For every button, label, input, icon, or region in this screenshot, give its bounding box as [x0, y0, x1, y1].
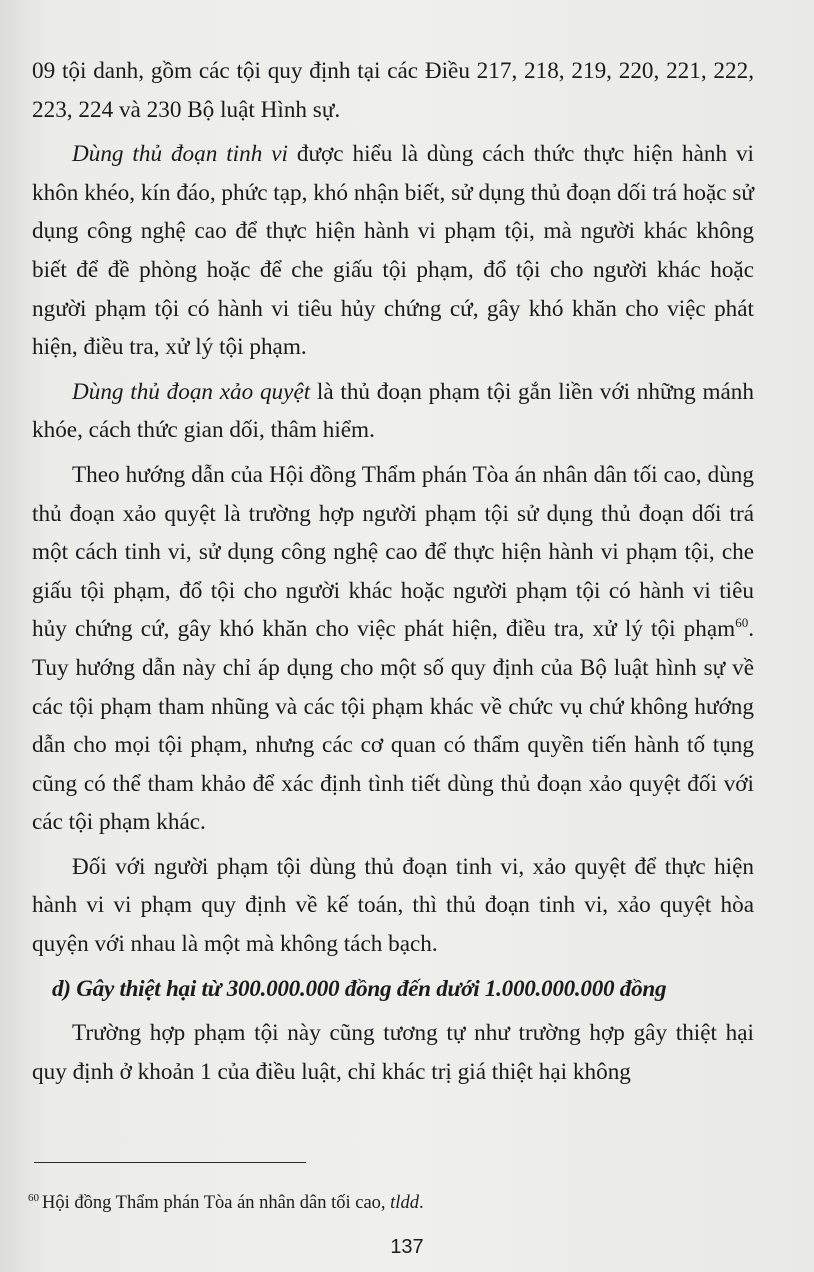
text-run: là thủ đoạn phạm tội gắn liền với những mánh khóe, cách thức gian dối, thâm hiểm.: [32, 378, 754, 444]
footnote-number: 60: [28, 1192, 39, 1204]
paragraph-after-heading: Trường hợp phạm tội này cũng tương tự như trường hợp gây thiệt hại quy định ở khoản 1 của điều luật, chỉ khác trị giá thiệt hại không: [32, 1020, 754, 1085]
paragraph-tinh-vi-definition: [32, 135, 754, 367]
footnote-italic: tldd: [390, 1193, 419, 1213]
paragraph-xao-quyet-definition: [32, 373, 754, 450]
text-run: Theo hướng dẫn của Hội đồng Thẩm phán Tòa án nhân dân tối cao, dùng thủ đoạn xảo quyệt là trường hợp người phạm tội sử dụng thủ đoạn dối trá một cách tinh vi, sử dụng công nghệ cao để thực hiện hành vi phạm tội, che giấu tội phạm, đổ tội cho người khác hoặc người phạm tội có hành vi tiêu hủy chứng cứ, gây khó khăn cho việc phát hiện, điều tra, xử lý tội phạm: [32, 461, 754, 643]
footnote: [28, 1186, 728, 1215]
paragraph-guidance: [32, 456, 754, 842]
text-run: . Tuy hướng dẫn này chỉ áp dụng cho một số quy định của Bộ luật hình sự về các tội phạm tham nhũng và các tội phạm khác về chức vụ chứ không hướng dẫn cho mọi tội phạm, nhưng các cơ quan có thẩm quyền tiến hành tố tụng cũng có thể tham khảo để xác định tình tiết dùng thủ đoạn xảo quyệt đối với các tội phạm khác.: [32, 616, 754, 836]
italic-term: Dùng thủ đoạn tinh vi: [72, 141, 288, 168]
text-run: Đối với người phạm tội dùng thủ đoạn tinh vi, xảo quyệt để thực hiện hành vi vi phạm quy định về kế toán, thì thủ đoạn tinh vi, xảo quyệt hòa quyện với nhau là một mà không tách bạch.: [32, 853, 754, 958]
page-number: 137: [390, 1236, 424, 1258]
footnote-reference: 60: [735, 615, 749, 631]
paragraph-accounting: [32, 848, 754, 964]
footnote-text: Hội đồng Thẩm phán Tòa án nhân dân tối cao,: [42, 1193, 391, 1213]
text-run: 09 tội danh, gồm các tội quy định tại các Điều 217, 218, 219, 220, 221, 222, 223, 224 và 230 Bộ luật Hình sự.: [32, 58, 754, 123]
body-text: [32, 52, 754, 1097]
italic-term: Dùng thủ đoạn xảo quyệt: [72, 378, 311, 405]
paragraph-continuation: [32, 52, 754, 129]
footnote-end: .: [418, 1193, 424, 1213]
section-heading: d) Gây thiệt hại từ 300.000.000 đồng đến dưới 1.000.000.000 đồng: [52, 975, 667, 1002]
text-run: được hiểu là dùng cách thức thực hiện hành vi khôn khéo, kín đáo, phức tạp, khó nhận biết, sử dụng thủ đoạn dối trá hoặc sử dụng công nghệ cao để thực hiện hành vi phạm tội, mà người khác không biết để đề phòng hoặc để che giấu tội phạm, đổ tội cho người khác hoặc người phạm tội có hành vi tiêu hủy chứng cứ, gây khó khăn cho việc phát hiện, điều tra, xử lý tội phạm.: [32, 141, 754, 361]
footnote-divider: [34, 1162, 306, 1163]
